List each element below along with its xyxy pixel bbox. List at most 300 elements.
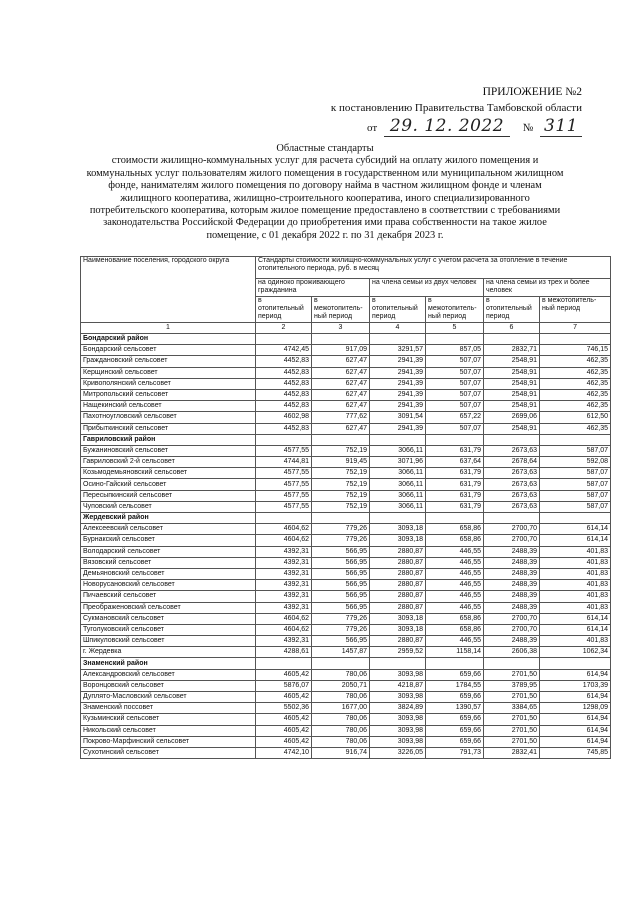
column-number: 7 [540,323,611,334]
table-row [81,524,611,535]
table-row [81,490,611,501]
value-cell: 507,07 [426,367,484,378]
value-cell: 658,86 [426,535,484,546]
value-cell: 627,47 [312,367,370,378]
value-cell: 779,26 [312,613,370,624]
column-number: 3 [312,323,370,334]
table-row [81,714,611,725]
value-cell: 3226,05 [370,747,426,758]
value-cell: 916,74 [312,747,370,758]
value-cell: 752,19 [312,479,370,490]
settlement-name: Кузьминский сельсовет [81,714,256,725]
value-cell: 587,07 [540,468,611,479]
value-cell: 2701,50 [484,692,540,703]
value-cell: 462,35 [540,423,611,434]
title-line: стоимости жилищно-коммунальных услуг для расчета субсидий на оплату жилого помещения и [111,155,539,167]
header-group-two: на члена семьи из двух человек [370,279,484,297]
value-cell: 659,66 [426,725,484,736]
table-row [81,378,611,389]
value-cell: 777,62 [312,412,370,423]
value-cell: 401,83 [540,546,611,557]
value-cell: 780,06 [312,736,370,747]
value-cell: 2488,39 [484,546,540,557]
value-cell: 2488,39 [484,568,540,579]
value-cell: 612,50 [540,412,611,423]
value-cell: 659,66 [426,714,484,725]
document-title [60,143,590,242]
value-cell: 658,86 [426,524,484,535]
table-row [81,445,611,456]
value-cell: 4392,31 [256,591,312,602]
value-cell: 401,83 [540,636,611,647]
value-cell: 2050,71 [312,680,370,691]
value-cell: 631,79 [426,501,484,512]
settlement-name: Знаменский поссовет [81,703,256,714]
value-cell: 4452,83 [256,423,312,434]
value-cell: 4392,31 [256,568,312,579]
value-cell: 779,26 [312,524,370,535]
value-cell: 507,07 [426,378,484,389]
value-cell: 2700,70 [484,613,540,624]
table-row [81,401,611,412]
value-cell: 4604,62 [256,535,312,546]
header-nonheating: в межотопитель-ный период [312,297,370,323]
standards-table [80,256,611,759]
value-cell: 857,05 [426,345,484,356]
value-cell: 2880,87 [370,636,426,647]
value-cell: 917,09 [312,345,370,356]
table-row [81,624,611,635]
column-number: 6 [484,323,540,334]
empty-cell [540,334,611,345]
settlement-name: Прибыткинский сельсовет [81,423,256,434]
table-row [81,636,611,647]
value-cell: 2488,39 [484,591,540,602]
value-cell: 2701,50 [484,669,540,680]
value-cell: 3066,11 [370,490,426,501]
empty-cell [426,334,484,345]
empty-cell [426,434,484,445]
value-cell: 446,55 [426,591,484,602]
column-number: 1 [81,323,256,334]
settlement-name: Сухотинский сельсовет [81,747,256,758]
value-cell: 627,47 [312,389,370,400]
value-cell: 1703,39 [540,680,611,691]
table-row [81,568,611,579]
value-cell: 614,14 [540,624,611,635]
value-cell: 2941,39 [370,423,426,434]
settlement-name: Преображеновский сельсовет [81,602,256,613]
value-cell: 566,95 [312,557,370,568]
value-cell: 2941,39 [370,367,426,378]
value-cell: 2880,87 [370,568,426,579]
value-cell: 462,35 [540,367,611,378]
value-cell: 4602,98 [256,412,312,423]
table-row [81,591,611,602]
value-cell: 3091,54 [370,412,426,423]
district-name: Жердевский район [81,513,256,524]
column-number-row [81,323,611,334]
settlement-name: Александровский сельсовет [81,669,256,680]
title-line: законодательства Российской Федерации до приобретения ими права собственности на такое жилое [103,217,547,229]
settlement-name: Дуплято-Масловский сельсовет [81,692,256,703]
value-cell: 2700,70 [484,535,540,546]
value-cell: 2941,39 [370,401,426,412]
settlement-name: Бужаниновский сельсовет [81,445,256,456]
table-row [81,703,611,714]
district-section-row [81,334,611,345]
table-row [81,680,611,691]
value-cell: 4605,42 [256,714,312,725]
settlement-name: Пахотноугловский сельсовет [81,412,256,423]
value-cell: 2701,50 [484,714,540,725]
value-cell: 659,66 [426,692,484,703]
value-cell: 631,79 [426,479,484,490]
value-cell: 4605,42 [256,725,312,736]
value-cell: 587,07 [540,490,611,501]
value-cell: 631,79 [426,468,484,479]
value-cell: 587,07 [540,501,611,512]
value-cell: 2700,70 [484,524,540,535]
settlement-name: Керщинский сельсовет [81,367,256,378]
table-row [81,535,611,546]
value-cell: 2880,87 [370,557,426,568]
value-cell: 1298,09 [540,703,611,714]
value-cell: 2488,39 [484,557,540,568]
table-row [81,412,611,423]
value-cell: 401,83 [540,557,611,568]
value-cell: 3093,18 [370,524,426,535]
value-cell: 2941,39 [370,356,426,367]
value-cell: 745,85 [540,747,611,758]
settlement-name: Граждановский сельсовет [81,356,256,367]
value-cell: 2673,63 [484,501,540,512]
table-row [81,692,611,703]
table-row [81,389,611,400]
settlement-name: Нащекинский сельсовет [81,401,256,412]
value-cell: 1677,00 [312,703,370,714]
settlement-name: Митропольский сельсовет [81,389,256,400]
settlement-name: Сукмановский сельсовет [81,613,256,624]
value-cell: 4452,83 [256,356,312,367]
empty-cell [370,658,426,669]
empty-cell [540,658,611,669]
district-section-row [81,434,611,445]
settlement-name: Бурнакский сельсовет [81,535,256,546]
table-row [81,367,611,378]
value-cell: 2880,87 [370,580,426,591]
value-cell: 2548,91 [484,356,540,367]
column-number: 2 [256,323,312,334]
value-cell: 4288,61 [256,647,312,658]
value-cell: 2941,39 [370,378,426,389]
value-cell: 401,83 [540,591,611,602]
value-cell: 1158,14 [426,647,484,658]
appendix-subtitle: к постановлению Правительства Тамбовской области [330,102,582,114]
value-cell: 4392,31 [256,557,312,568]
value-cell: 3093,98 [370,725,426,736]
value-cell: 614,14 [540,524,611,535]
handwritten-number: 311 [540,116,582,137]
empty-cell [312,658,370,669]
value-cell: 631,79 [426,490,484,501]
value-cell: 462,35 [540,378,611,389]
value-cell: 627,47 [312,401,370,412]
value-cell: 4744,81 [256,457,312,468]
title-line: жилищного кооператива, жилищно-строительного кооператива, иного специализированного [120,192,530,204]
value-cell: 614,94 [540,714,611,725]
title-line: потребительского кооператива, которым жилое помещение предоставлено в соответствии с требованиями [89,205,561,217]
settlement-name: Демьяновский сельсовет [81,568,256,579]
value-cell: 2880,87 [370,591,426,602]
header-group-three: на члена семьи из трех и более человек [484,279,611,297]
value-cell: 3384,65 [484,703,540,714]
value-cell: 3093,98 [370,736,426,747]
empty-cell [484,334,540,345]
settlement-name: Пересыпкинский сельсовет [81,490,256,501]
empty-cell [312,513,370,524]
value-cell: 752,19 [312,501,370,512]
value-cell: 446,55 [426,636,484,647]
value-cell: 631,79 [426,445,484,456]
value-cell: 587,07 [540,479,611,490]
value-cell: 507,07 [426,356,484,367]
settlement-name: Покрово-Марфинский сельсовет [81,736,256,747]
empty-cell [312,434,370,445]
header-group-single: на одиноко проживающего гражданина [256,279,370,297]
value-cell: 780,06 [312,714,370,725]
settlement-name: Козьмодемьяновский сельсовет [81,468,256,479]
table-row [81,501,611,512]
value-cell: 566,95 [312,636,370,647]
settlement-name: Алексеевский сельсовет [81,524,256,535]
value-cell: 3066,11 [370,468,426,479]
value-cell: 4392,31 [256,636,312,647]
value-cell: 4577,55 [256,445,312,456]
table-body [81,323,611,759]
value-cell: 4452,83 [256,378,312,389]
value-cell: 401,83 [540,580,611,591]
value-cell: 614,14 [540,535,611,546]
value-cell: 4452,83 [256,401,312,412]
empty-cell [540,513,611,524]
value-cell: 2832,41 [484,747,540,758]
district-section-row [81,658,611,669]
value-cell: 3824,89 [370,703,426,714]
empty-cell [256,658,312,669]
header-heating: в отопительный период [370,297,426,323]
table-row [81,725,611,736]
value-cell: 780,06 [312,669,370,680]
table-row [81,479,611,490]
empty-cell [540,434,611,445]
value-cell: 3066,11 [370,479,426,490]
value-cell: 4605,42 [256,692,312,703]
value-cell: 3066,11 [370,445,426,456]
table-row [81,423,611,434]
value-cell: 4577,55 [256,490,312,501]
value-cell: 746,15 [540,345,611,356]
value-cell: 2548,91 [484,367,540,378]
document-date-number-row [367,116,582,137]
value-cell: 3291,57 [370,345,426,356]
district-name: Бондарский район [81,334,256,345]
settlement-name: Чуповский сельсовет [81,501,256,512]
table-row [81,747,611,758]
value-cell: 507,07 [426,389,484,400]
settlement-name: Воронцовский сельсовет [81,680,256,691]
title-line: помещение, с 01 декабря 2022 г. по 31 декабря 2023 г. [206,229,444,241]
settlement-name: Володарский сельсовет [81,546,256,557]
value-cell: 446,55 [426,602,484,613]
value-cell: 566,95 [312,602,370,613]
table-row [81,736,611,747]
value-cell: 659,66 [426,736,484,747]
value-cell: 401,83 [540,568,611,579]
value-cell: 566,95 [312,591,370,602]
appendix-title: ПРИЛОЖЕНИЕ №2 [482,86,582,98]
value-cell: 3093,18 [370,535,426,546]
value-cell: 446,55 [426,568,484,579]
empty-cell [484,658,540,669]
value-cell: 3093,98 [370,669,426,680]
settlement-name: Никольский сельсовет [81,725,256,736]
value-cell: 3093,98 [370,714,426,725]
value-cell: 2488,39 [484,580,540,591]
value-cell: 4604,62 [256,613,312,624]
title-line: коммунальных услуг пользователям жилого помещения в государственном или муниципальном жилищном [86,167,564,179]
value-cell: 614,94 [540,736,611,747]
value-cell: 2673,63 [484,479,540,490]
value-cell: 4604,62 [256,624,312,635]
table-row [81,602,611,613]
value-cell: 2880,87 [370,602,426,613]
value-cell: 791,73 [426,747,484,758]
settlement-name: Гавриловский 2-й сельсовет [81,457,256,468]
value-cell: 446,55 [426,546,484,557]
settlement-name: Туголуковский сельсовет [81,624,256,635]
value-cell: 4577,55 [256,501,312,512]
date-prefix: от [366,122,378,134]
settlement-name: Вязовский сельсовет [81,557,256,568]
value-cell: 4577,55 [256,479,312,490]
value-cell: 2959,52 [370,647,426,658]
value-cell: 627,47 [312,423,370,434]
value-cell: 659,66 [426,669,484,680]
value-cell: 2548,91 [484,389,540,400]
value-cell: 779,26 [312,535,370,546]
value-cell: 627,47 [312,356,370,367]
table-row [81,647,611,658]
value-cell: 1784,55 [426,680,484,691]
value-cell: 657,22 [426,412,484,423]
value-cell: 1457,87 [312,647,370,658]
value-cell: 1062,34 [540,647,611,658]
settlement-name: Кривополянский сельсовет [81,378,256,389]
value-cell: 3789,95 [484,680,540,691]
value-cell: 4392,31 [256,580,312,591]
value-cell: 2941,39 [370,389,426,400]
empty-cell [256,434,312,445]
value-cell: 446,55 [426,580,484,591]
value-cell: 752,19 [312,445,370,456]
value-cell: 5876,07 [256,680,312,691]
settlement-name: Новорусановский сельсовет [81,580,256,591]
value-cell: 780,06 [312,725,370,736]
empty-cell [426,513,484,524]
value-cell: 2673,63 [484,445,540,456]
value-cell: 614,94 [540,692,611,703]
value-cell: 3093,98 [370,692,426,703]
title-line: фонде, нанимателям жилого помещения по договору найма в частном жилищном фонде и членам [108,180,542,192]
table-row [81,613,611,624]
header-heating: в отопительный период [484,297,540,323]
value-cell: 4605,42 [256,669,312,680]
value-cell: 2701,50 [484,725,540,736]
value-cell: 401,83 [540,602,611,613]
settlement-name: Пичаевский сельсовет [81,591,256,602]
value-cell: 462,35 [540,356,611,367]
value-cell: 752,19 [312,490,370,501]
value-cell: 4452,83 [256,367,312,378]
settlement-name: Шпикуловский сельсовет [81,636,256,647]
value-cell: 4392,31 [256,546,312,557]
value-cell: 919,45 [312,457,370,468]
value-cell: 566,95 [312,568,370,579]
value-cell: 2606,38 [484,647,540,658]
value-cell: 779,26 [312,624,370,635]
table-row [81,356,611,367]
district-name: Знаменский район [81,658,256,669]
value-cell: 2678,64 [484,457,540,468]
value-cell: 658,86 [426,613,484,624]
value-cell: 1390,57 [426,703,484,714]
value-cell: 2832,71 [484,345,540,356]
value-cell: 614,94 [540,669,611,680]
settlement-name: Бондарский сельсовет [81,345,256,356]
header-heating: в отопительный период [256,297,312,323]
value-cell: 2701,50 [484,736,540,747]
empty-cell [370,434,426,445]
district-name: Гавриловский район [81,434,256,445]
column-number: 5 [426,323,484,334]
value-cell: 614,14 [540,613,611,624]
value-cell: 2673,63 [484,468,540,479]
header-nonheating: в межотопитель-ный период [426,297,484,323]
empty-cell [484,513,540,524]
header-nonheating: в межотопитель-ный период [540,297,611,323]
empty-cell [256,513,312,524]
header-standards: Стандарты стоимости жилищно-коммунальных услуг с учетом расчета за отопление в течение отопительного периода, руб. в месяц [256,257,611,279]
value-cell: 637,64 [426,457,484,468]
value-cell: 2548,91 [484,401,540,412]
settlement-name: Осино-Гайский сельсовет [81,479,256,490]
empty-cell [370,334,426,345]
value-cell: 2488,39 [484,636,540,647]
value-cell: 587,07 [540,445,611,456]
value-cell: 4577,55 [256,468,312,479]
value-cell: 4604,62 [256,524,312,535]
value-cell: 3066,11 [370,501,426,512]
value-cell: 2699,06 [484,412,540,423]
empty-cell [370,513,426,524]
value-cell: 462,35 [540,401,611,412]
table-row [81,669,611,680]
empty-cell [484,434,540,445]
value-cell: 2700,70 [484,624,540,635]
table-row [81,580,611,591]
empty-cell [256,334,312,345]
